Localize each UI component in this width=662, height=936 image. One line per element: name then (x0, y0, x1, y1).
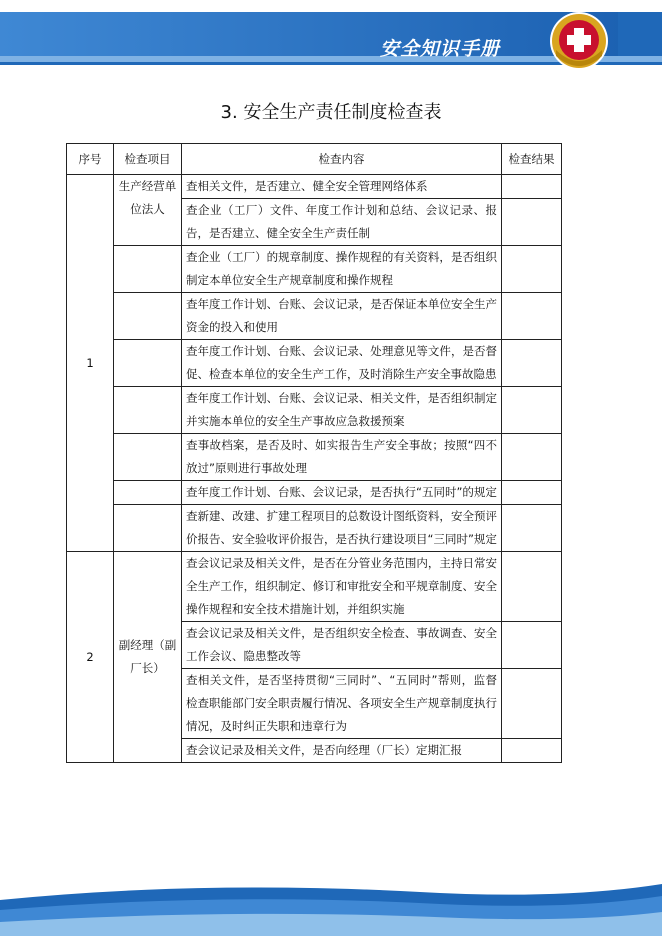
row-content: 查新建、改建、扩建工程项目的总数设计图纸资料，安全预评价报告、安全验收评价报告，是否执行建设项目“三同时”规定 (182, 505, 502, 552)
result-cell[interactable] (502, 293, 562, 340)
item-cell (114, 505, 182, 552)
item-cell (114, 481, 182, 505)
result-cell[interactable] (502, 739, 562, 763)
row-content: 查会议记录及相关文件，是否组织安全检查、事故调查、安全工作会议、隐患整改等 (182, 622, 502, 669)
result-cell[interactable] (502, 199, 562, 246)
item-cell (114, 246, 182, 293)
result-cell[interactable] (502, 340, 562, 387)
item-cell (114, 434, 182, 481)
table-row (67, 175, 562, 199)
header-title: 安全知识手册 (380, 38, 501, 60)
result-cell[interactable] (502, 669, 562, 739)
group-2-item: 副经理（副厂长） (114, 552, 182, 763)
result-cell[interactable] (502, 246, 562, 293)
row-content: 查年度工作计划、台账、会议记录、处理意见等文件，是否督促、检查本单位的安全生产工作，及时消除生产安全事故隐患 (182, 340, 502, 387)
table-row (67, 293, 562, 340)
row-content: 查会议记录及相关文件，是否在分管业务范围内，主持日常安全生产工作，组织制定、修订和审批安全和平规章制度、安全操作规程和安全技术措施计划，并组织实施 (182, 552, 502, 622)
table-row (67, 552, 562, 622)
row-content: 查年度工作计划、台账、会议记录、相关文件，是否组织制定并实施本单位的安全生产事故应急救援预案 (182, 387, 502, 434)
table-row (67, 505, 562, 552)
row-content: 查年度工作计划、台账、会议记录，是否保证本单位安全生产资金的投入和使用 (182, 293, 502, 340)
row-content: 查相关文件，是否建立、健全安全管理网络体系 (182, 175, 502, 199)
row-content: 查企业（工厂）文件、年度工作计划和总结、会议记录、报告，是否建立、健全安全生产责任制 (182, 199, 502, 246)
table-row (67, 246, 562, 293)
header-no: 序号 (67, 144, 114, 175)
table-row (67, 434, 562, 481)
result-cell[interactable] (502, 552, 562, 622)
table-row (67, 481, 562, 505)
row-content: 查事故档案，是否及时、如实报告生产安全事故；按照“四不放过”原则进行事故处理 (182, 434, 502, 481)
group-2-no: 2 (67, 552, 114, 763)
row-content: 查相关文件，是否坚持贯彻“三同时”、“五同时”帮则，监督检查职能部门安全职责履行情况、各项安全生产规章制度执行情况，及时纠正失职和违章行为 (182, 669, 502, 739)
header-result: 检查结果 (502, 144, 562, 175)
result-cell[interactable] (502, 481, 562, 505)
header-item: 检查项目 (114, 144, 182, 175)
item-cell (114, 340, 182, 387)
row-content: 查会议记录及相关文件，是否向经理（厂长）定期汇报 (182, 739, 502, 763)
table-row (67, 387, 562, 434)
emblem-logo (548, 10, 610, 72)
row-content: 查企业（工厂）的规章制度、操作规程的有关资料，是否组织制定本单位安全生产规章制度和操作规程 (182, 246, 502, 293)
result-cell[interactable] (502, 505, 562, 552)
result-cell[interactable] (502, 175, 562, 199)
header-content: 检查内容 (182, 144, 502, 175)
result-cell[interactable] (502, 622, 562, 669)
item-cell (114, 293, 182, 340)
page-title: 3. 安全生产责任制度检查表 (220, 102, 442, 123)
item-cell (114, 387, 182, 434)
table-header-row (67, 144, 562, 175)
table-row (67, 340, 562, 387)
safety-checklist-table (66, 143, 562, 763)
result-cell[interactable] (502, 434, 562, 481)
group-1-no: 1 (67, 175, 114, 552)
row-content: 查年度工作计划、台账、会议记录，是否执行“五同时”的规定 (182, 481, 502, 505)
result-cell[interactable] (502, 387, 562, 434)
footer-wave-decoration (0, 870, 662, 936)
group-1-item: 生产经营单位法人 (114, 175, 182, 246)
